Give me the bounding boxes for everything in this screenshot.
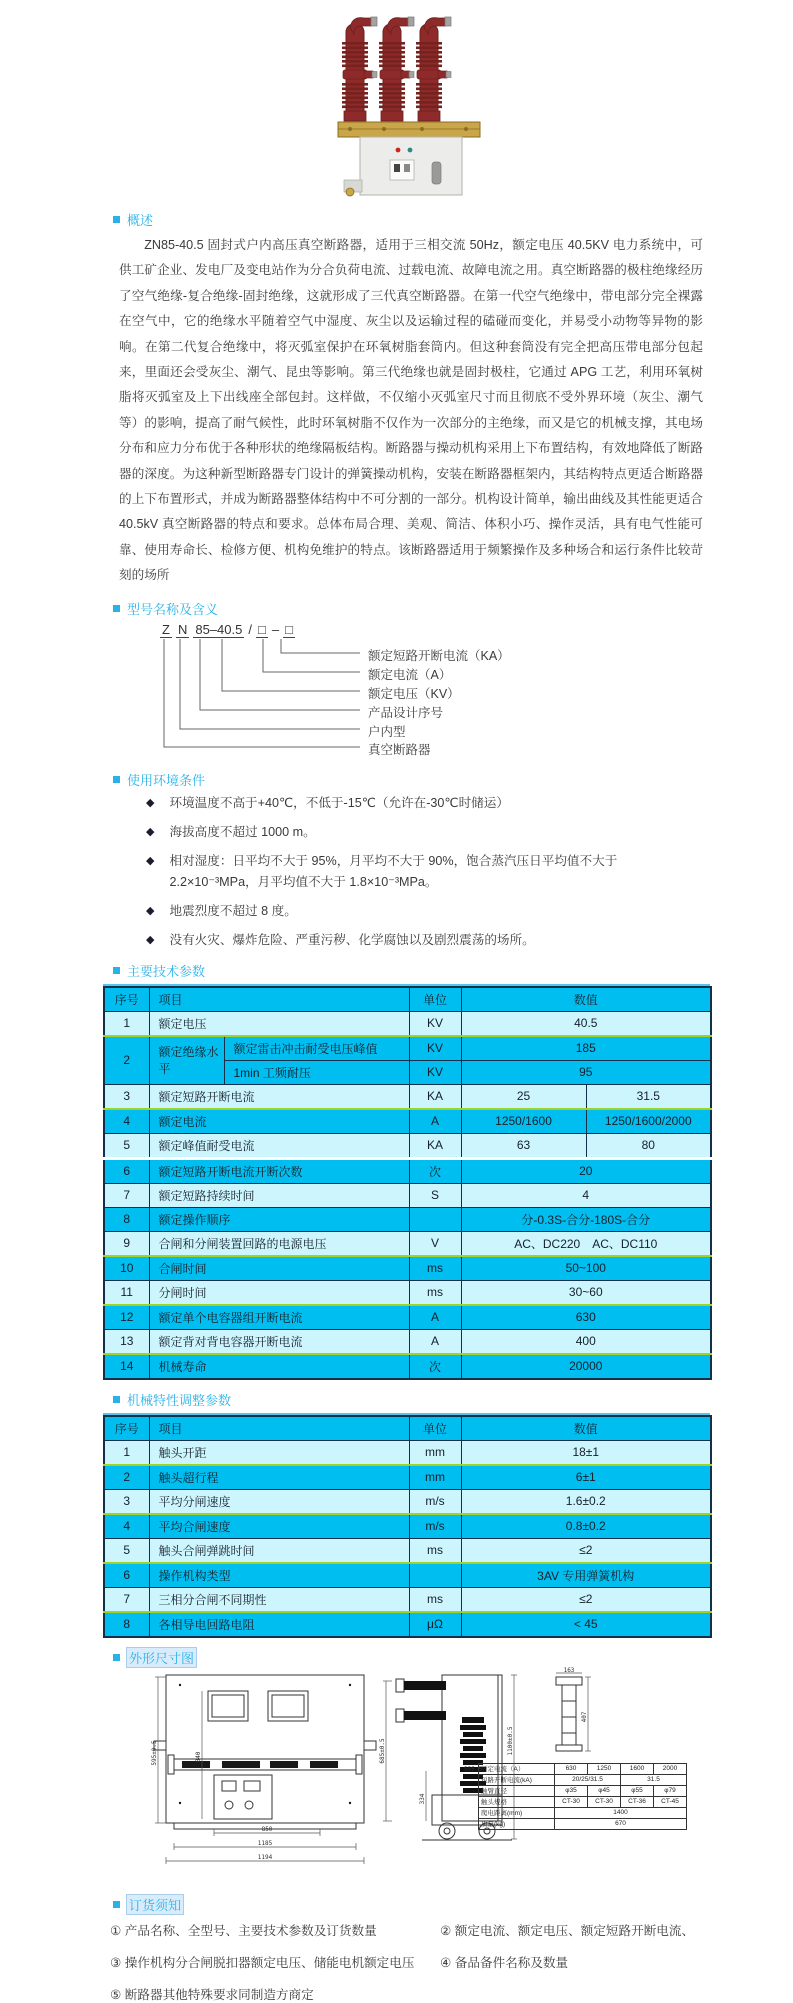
table-cell: 合闸时间 <box>149 1256 409 1281</box>
env-item-text: 环境温度不高于+40℃，不低于-15℃（允许在-30℃时储运） <box>169 795 509 810</box>
col-header: 项目 <box>149 1416 409 1441</box>
table-cell: 20/25/31.5 <box>555 1774 621 1785</box>
table-cell: 8 <box>104 1207 149 1231</box>
table-cell: 31.5 <box>586 1084 711 1109</box>
env-item-text: 地震烈度不超过 8 度。 <box>169 903 297 918</box>
overview-paragraph: ZN85-40.5 固封式户内高压真空断路器，适用于三相交流 50Hz，额定电压 40.5KV 电力系统中，可供工矿企业、发电厂及变电站作为分合负荷电流、过载电流、故障电流之用。真空断路器的极柱绝缘经历了空气绝缘-复合绝缘-固封绝缘，这就形成了三代真空断路器。在第一代空气绝缘中，带电部分完全裸露在空气中，它的绝缘水平随着空气中湿度、灰尘以及运输过程的磕碰而变化，并易受小动物等异物的影响。在第二代复合绝缘中，将灭弧室保护在环氧树脂套筒内。但这种套筒没有完全把高压带电部分包起来，里面还会受灰尘、潮气、昆虫等影响。第三代绝缘也就是固封极柱，它通过 APG 工艺，利用环氧树脂将灭弧室及上下出线座全部包封。这样做，不仅缩小灭弧室尺寸而且彻底不受外界环境（灰尘、潮气等）的影响，提高了耐气候性，此时环氧树脂不仅作为一次部分的主绝缘，而又是它的机械支撑，其电场分布和应力分布优于各种形状的绝缘隔板结构。断路器与操动机构采用上下布置结构，有效地降低了断路器的深度。为这种新型断路器专门设计的弹簧操动机构，安装在断路器框架内，其结构特点更适合断路器的上下布置形式，并成为断路器整体结构中不可分割的一部分。机构设计简单，输出曲线及其性能更适合 40.5kV 真空断路器的特点和要求。总体布局合理、美观、简洁、体积小巧、操作灵活，具有电气性能可靠、使用寿命长、检修方便、机构免维护的特点。该断路器适用于频繁操作及多种场合和运行条件比较苛刻的场所 <box>119 238 703 583</box>
table-cell: 80 <box>586 1133 711 1158</box>
table-cell: 20 <box>461 1158 711 1183</box>
table-cell: 0.8±0.2 <box>461 1514 711 1539</box>
table-cell: 平均分闸速度 <box>149 1489 409 1514</box>
section-title: 型号名称及含义 <box>127 601 219 617</box>
env-item-text: 相对湿度：日平均不大于 95%，月平均不大于 90%，饱合蒸汽压日平均值不大于 2.2×10⁻³MPa，月平均值不大于 1.8×10⁻³MPa。 <box>169 853 618 889</box>
table-cell: 2000 <box>654 1763 687 1774</box>
section-title: 概述 <box>127 213 154 228</box>
table-cell: 额定绝缘水平 <box>149 1036 224 1085</box>
section-ordering-header <box>113 1895 793 1914</box>
table-row <box>104 1587 711 1612</box>
dim-label: 407 <box>581 1711 588 1723</box>
diamond-bullet-icon: ◆ <box>146 825 155 838</box>
table-cell: 触头合闸弹跳时间 <box>149 1538 409 1563</box>
table-cell: 触臂直径 <box>479 1785 555 1796</box>
table-row <box>104 1538 711 1563</box>
table-cell: ms <box>409 1280 461 1305</box>
table-cell: 5 <box>104 1538 149 1563</box>
table-cell: 13 <box>104 1329 149 1354</box>
dim-label: 1185 <box>257 1839 273 1847</box>
table-cell: 670 <box>555 1818 687 1829</box>
table-cell: 次 <box>409 1354 461 1379</box>
table-cell: 额定雷击冲击耐受电压峰值 <box>224 1036 409 1061</box>
table-cell <box>409 1207 461 1231</box>
table-cell: CT-36 <box>621 1796 654 1807</box>
table-row <box>479 1763 687 1774</box>
table-cell: 1 <box>104 1011 149 1036</box>
table-cell: 4 <box>104 1514 149 1539</box>
model-label: 额定电流（A） <box>368 667 452 682</box>
table-row <box>104 1514 711 1539</box>
dim-label: 595±0.5 <box>151 1740 158 1766</box>
model-label: 额定短路开断电流（KA） <box>368 648 510 663</box>
model-code-part: □ <box>285 621 293 637</box>
table-cell: 18±1 <box>461 1440 711 1465</box>
table-row <box>104 1329 711 1354</box>
section-title: 机械特性调整参数 <box>127 1392 232 1408</box>
table-cell: 6 <box>104 1563 149 1588</box>
model-code-separator: – <box>271 621 280 637</box>
env-item-text: 海拔高度不超过 1000 m。 <box>169 824 316 839</box>
table-cell: KA <box>409 1133 461 1158</box>
table-cell: < 45 <box>461 1612 711 1637</box>
table-cell: 6 <box>104 1158 149 1183</box>
table-cell: 20000 <box>461 1354 711 1379</box>
table-cell: 7 <box>104 1587 149 1612</box>
section-bullet-icon <box>113 1901 120 1908</box>
table-cell: 1min 工频耐压 <box>224 1060 409 1084</box>
table-row <box>104 1305 711 1330</box>
model-code-separator: / <box>248 621 252 637</box>
model-code <box>158 622 297 637</box>
section-bullet-icon <box>113 216 120 223</box>
table-cell: A <box>409 1329 461 1354</box>
dim-label: 555.5 <box>464 1765 483 1773</box>
col-header: 数值 <box>461 1416 711 1441</box>
table-row <box>104 1354 711 1379</box>
col-header: 序号 <box>104 1416 149 1441</box>
table-cell: 3 <box>104 1489 149 1514</box>
table-row <box>479 1785 687 1796</box>
table-cell: ms <box>409 1256 461 1281</box>
table-cell: CT-30 <box>555 1796 588 1807</box>
table-cell: 4 <box>461 1183 711 1207</box>
table-row <box>104 1612 711 1637</box>
diamond-bullet-icon: ◆ <box>146 904 155 917</box>
table-cell: ms <box>409 1538 461 1563</box>
table-row <box>104 1207 711 1231</box>
table-cell: 爬电距离(mm) <box>479 1807 555 1818</box>
model-code-part: N <box>177 621 188 637</box>
col-header: 数值 <box>461 987 711 1012</box>
table-cell: 1400 <box>555 1807 687 1818</box>
table-cell: 9 <box>104 1231 149 1256</box>
table-cell <box>409 1563 461 1588</box>
table-cell: CT-30 <box>588 1796 621 1807</box>
table-cell: m/s <box>409 1489 461 1514</box>
table-row <box>104 1440 711 1465</box>
table-cell: 操作机构类型 <box>149 1563 409 1588</box>
table-cell: 1250/1600/2000 <box>586 1109 711 1134</box>
table-row <box>104 1465 711 1490</box>
diamond-bullet-icon: ◆ <box>146 933 155 946</box>
table-cell: 额定短路开断电流开断次数 <box>149 1158 409 1183</box>
table-cell: 触头开距 <box>149 1440 409 1465</box>
table-cell: 31.5 <box>621 1774 687 1785</box>
table-cell: 630 <box>461 1305 711 1330</box>
section-dimensions-header <box>113 1648 793 1667</box>
section-title: 使用环境条件 <box>127 772 206 788</box>
table-row <box>104 1109 711 1134</box>
table-row <box>104 1280 711 1305</box>
table-cell: 触头规格 <box>479 1796 555 1807</box>
table-cell: AC、DC220 AC、DC110 <box>461 1231 711 1256</box>
table-row <box>104 1084 711 1109</box>
dim-label: 1100±0.5 <box>507 1726 514 1756</box>
table-row <box>104 1489 711 1514</box>
table-row <box>479 1818 687 1829</box>
table-cell: 5 <box>104 1133 149 1158</box>
table-cell: m/s <box>409 1514 461 1539</box>
table-cell: 2 <box>104 1465 149 1490</box>
table-cell: ≤2 <box>461 1587 711 1612</box>
dim-label: 850 <box>261 1825 273 1833</box>
table-cell: 14 <box>104 1354 149 1379</box>
table-cell: 1.6±0.2 <box>461 1489 711 1514</box>
section-bullet-icon <box>113 967 120 974</box>
table-cell: 额定电流（A） <box>479 1763 555 1774</box>
table-cell: 分闸时间 <box>149 1280 409 1305</box>
table-cell: mm <box>409 1440 461 1465</box>
table-cell: 12 <box>104 1305 149 1330</box>
table-cell: 分-0.3S-合分-180S-合分 <box>461 1207 711 1231</box>
model-code-part: □ <box>257 621 266 637</box>
table-row <box>104 1133 711 1158</box>
env-item-text: 没有火灾、爆炸危险、严重污秽、化学腐蚀以及剧烈震荡的场所。 <box>169 932 535 947</box>
table-row <box>104 1563 711 1588</box>
table-cell: 次 <box>409 1158 461 1183</box>
col-header: 单位 <box>409 1416 461 1441</box>
table-row <box>104 1231 711 1256</box>
col-header: 序号 <box>104 987 149 1012</box>
table-cell: 额定单个电容器组开断电流 <box>149 1305 409 1330</box>
table-cell: KA <box>409 1084 461 1109</box>
section-model-header <box>113 599 793 618</box>
ordering-list <box>110 1920 720 2003</box>
table-cell: 额定电流 <box>149 1109 409 1134</box>
model-code-part: 85–40.5 <box>195 621 243 637</box>
table-cell: 30~60 <box>461 1280 711 1305</box>
table-cell: 触头超行程 <box>149 1465 409 1490</box>
table-cell: 63 <box>461 1133 586 1158</box>
table-row <box>479 1807 687 1818</box>
table-cell: 短路开断电流(kA) <box>479 1774 555 1785</box>
table-header-row <box>104 1416 711 1441</box>
list-item: ② 额定电流、额定电压、额定短路开断电流、 <box>440 1923 695 1938</box>
table-cell: 质量(kg) <box>479 1818 555 1829</box>
list-item <box>146 901 702 922</box>
dim-label: 685±0.5 <box>379 1738 386 1764</box>
table-cell: 各相导电回路电阻 <box>149 1612 409 1637</box>
list-item <box>146 851 702 893</box>
table-cell: 1250 <box>588 1763 621 1774</box>
table-row <box>104 1158 711 1183</box>
model-label: 真空断路器 <box>368 742 431 757</box>
model-label: 产品设计序号 <box>368 705 444 720</box>
table-cell: 机械寿命 <box>149 1354 409 1379</box>
table-cell: 3AV 专用弹簧机构 <box>461 1563 711 1588</box>
table-cell: 630 <box>555 1763 588 1774</box>
drawing-spec-table <box>478 1763 687 1830</box>
list-item: ③ 操作机构分合闸脱扣器额定电压、储能电机额定电压 <box>110 1955 415 1970</box>
table-cell: A <box>409 1305 461 1330</box>
table-cell: 额定背对背电容器开断电流 <box>149 1329 409 1354</box>
table-cell: 400 <box>461 1329 711 1354</box>
section-overview-header <box>113 210 793 229</box>
model-label: 户内型 <box>368 724 406 739</box>
table-cell: 2 <box>104 1036 149 1085</box>
table-cell: 10 <box>104 1256 149 1281</box>
list-item: ④ 备品备件名称及数量 <box>440 1955 569 1970</box>
section-mech-params-header <box>113 1390 793 1409</box>
table-cell: 1250/1600 <box>461 1109 586 1134</box>
list-item <box>146 822 702 843</box>
table-cell: KV <box>409 1036 461 1061</box>
table-cell: ≤2 <box>461 1538 711 1563</box>
table-cell: φ35 <box>555 1785 588 1796</box>
table-cell: 50~100 <box>461 1256 711 1281</box>
model-label: 额定电压（KV） <box>368 686 460 701</box>
table-cell: 平均合闸速度 <box>149 1514 409 1539</box>
table-cell: 额定峰值耐受电流 <box>149 1133 409 1158</box>
table-row <box>479 1796 687 1807</box>
diamond-bullet-icon: ◆ <box>146 796 155 809</box>
environment-list <box>146 793 702 951</box>
list-item: ⑤ 断路器其他特殊要求同制造方商定 <box>110 1987 314 2002</box>
table-row <box>104 1011 711 1036</box>
table-row <box>104 1183 711 1207</box>
table-cell: ms <box>409 1587 461 1612</box>
table-cell: 三相分合闸不同期性 <box>149 1587 409 1612</box>
section-tech-params-header <box>113 961 793 980</box>
table-cell: 11 <box>104 1280 149 1305</box>
table-cell: φ79 <box>654 1785 687 1796</box>
table-cell: 25 <box>461 1084 586 1109</box>
table-cell: 40.5 <box>461 1011 711 1036</box>
table-cell: 95 <box>461 1060 711 1084</box>
col-header: 项目 <box>149 987 409 1012</box>
table-cell: 额定操作顺序 <box>149 1207 409 1231</box>
table-cell: 额定电压 <box>149 1011 409 1036</box>
table-cell: 额定短路持续时间 <box>149 1183 409 1207</box>
tech-params-table <box>103 986 712 1380</box>
mech-params-table <box>103 1415 712 1638</box>
table-cell: 7 <box>104 1183 149 1207</box>
section-bullet-icon <box>113 1654 120 1661</box>
table-cell: φ55 <box>621 1785 654 1796</box>
product-photo <box>336 0 486 200</box>
section-title: 订货须知 <box>127 1895 183 1914</box>
table-cell: mm <box>409 1465 461 1490</box>
table-cell: 3 <box>104 1084 149 1109</box>
table-cell: φ45 <box>588 1785 621 1796</box>
table-row <box>104 1036 711 1061</box>
table-cell: 4 <box>104 1109 149 1134</box>
dim-label: 1194 <box>257 1853 273 1861</box>
table-cell: S <box>409 1183 461 1207</box>
model-code-part: Z <box>162 621 170 637</box>
section-title: 外形尺寸图 <box>127 1648 196 1667</box>
section-bullet-icon <box>113 1396 120 1403</box>
table-header-row <box>104 987 711 1012</box>
section-environment-header <box>113 770 793 789</box>
section-title: 主要技术参数 <box>127 963 206 979</box>
list-item: ① 产品名称、全型号、主要技术参数及订货数量 <box>110 1923 377 1938</box>
outline-drawings <box>150 1666 750 1885</box>
table-cell: CT-45 <box>654 1796 687 1807</box>
vacuum-breaker-image <box>336 12 486 200</box>
table-cell: 合闸和分闸装置回路的电源电压 <box>149 1231 409 1256</box>
dim-label: 163 <box>563 1666 575 1674</box>
section-bullet-icon <box>113 776 120 783</box>
table-cell: A <box>409 1109 461 1134</box>
table-cell: 8 <box>104 1612 149 1637</box>
table-cell: 额定短路开断电流 <box>149 1084 409 1109</box>
table-row <box>479 1774 687 1785</box>
table-cell: KV <box>409 1060 461 1084</box>
section-bullet-icon <box>113 605 120 612</box>
table-cell: V <box>409 1231 461 1256</box>
table-cell: 1600 <box>621 1763 654 1774</box>
list-item <box>146 930 702 951</box>
dim-label: 334 <box>419 1793 426 1805</box>
table-row <box>104 1256 711 1281</box>
table-cell: μΩ <box>409 1612 461 1637</box>
table-cell: 185 <box>461 1036 711 1061</box>
table-cell: KV <box>409 1011 461 1036</box>
diamond-bullet-icon: ◆ <box>146 854 155 867</box>
table-cell: 6±1 <box>461 1465 711 1490</box>
col-header: 单位 <box>409 987 461 1012</box>
model-designation-diagram <box>150 621 750 757</box>
dim-label: 840 <box>195 1751 202 1763</box>
table-cell: 1 <box>104 1440 149 1465</box>
list-item <box>146 793 702 814</box>
